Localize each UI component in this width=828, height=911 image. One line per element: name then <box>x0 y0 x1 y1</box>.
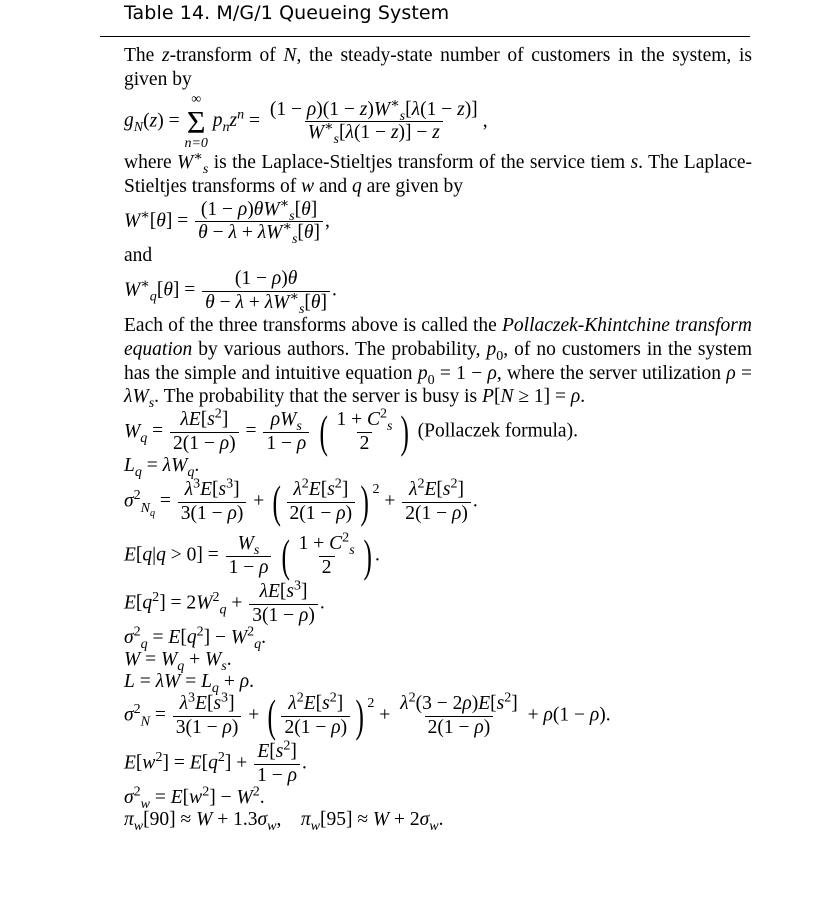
table-title: Table 14. M/G/1 Queueing System <box>124 2 450 24</box>
and-word: and <box>124 245 153 267</box>
equation-Lq: $L_q = \lambda W_q$. <box>124 455 200 481</box>
title-divider <box>100 36 750 37</box>
equation-W: $W = W_q + W_s$. <box>124 649 232 674</box>
pollaczek-note: (Pollaczek formula). <box>417 420 578 442</box>
equation-var-q: $\sigma^2_q = E[q^2] - W^2_q$. <box>124 623 266 652</box>
equation-Wq: $W_q$ = $\frac{\lambda E[s^2]}{2(1 - \rho)}$ = $\frac{\rho W_s}{1 - \rho}$ ( $\frac{1 + C^2_s}{2}$ ) (Pollaczek formula). <box>124 405 578 458</box>
equation-percentiles: $\pi_w[90] \approx W + 1.3\sigma_w$, $\pi_w[95] \approx W + 2\sigma_w$. <box>124 808 444 834</box>
equation-Ew2: $E[w^2] = E[q^2]$ + $\frac{E[s^2]}{1 - \rho}$ . <box>124 737 307 786</box>
equation-var-Nq: $\sigma^2_{N_q}$ = $\frac{\lambda^3E[s^3]}{3(1 - \rho)}$ + ( $\frac{\lambda^2E[s^2]}{2(1 - \rho)}$ ) $^2$ + $\frac{\lambda^2E[s^2]}{2(1 - \rho)}$ . <box>124 475 478 528</box>
equation-Eq-conditional: E[q|q > 0] = $\frac{W_s}{1 - \rho}$ ( $\frac{1 + C^2_s}{2}$ ) . <box>124 529 380 582</box>
equation-W-star: W∗[θ] = $\frac{(1 - \rho)\theta W^∗_s[\theta]}{\theta - \lambda + \lambda W^∗_s[\theta]}$ , <box>124 195 330 247</box>
sum-symbol: ∞ Σ n=0 <box>184 91 208 151</box>
pollaczek-khintchine-paragraph: Each of the three transforms above is called the Pollaczek-Khintchine transform equation by various authors. The probability, $p_0$, of no customers in the system has the simple and intuitive equation $p_0 = 1 - \rho$, where the server utilization $\rho = \lambda W_s$. The probability that the server is busy is P[N ≥ 1] = ρ. <box>124 315 752 412</box>
equation-var-N: $\sigma^2_N$ = $\frac{\lambda^3E[s^3]}{3(1 - \rho)}$ + ( $\frac{\lambda^2E[s^2]}{2(1 - \rho)}$ ) $^2$ + $\frac{\lambda^2(3 - 2\rho)E[s^2]}{2(1 - \rho)}$ + ρ(1 − ρ). <box>124 689 611 742</box>
equation-var-w: $\sigma^2_w = E[w^2] - W^2$. <box>124 783 265 812</box>
equation-gN: $g_N(z)$ = ∞ Σ n=0 $p_nz^n$ = $\frac{(1 - \rho)(1 - z)W^∗_s[\lambda(1 - z)]}{W^∗_s[\lambda(1 - z)] - z}$ , <box>124 91 488 151</box>
document-body <box>124 44 752 834</box>
laplace-paragraph: where $W^∗_s$ is the Laplace-Stieltjes transform of the service tiem s. The Laplace-Stieltjes transforms of w and q are given by <box>124 148 752 197</box>
equation-Wq-star: $W^∗_q[\theta]$ = $\frac{(1 - \rho)\theta}{\theta - \lambda + \lambda W^∗_s[\theta]}$ . <box>124 268 337 317</box>
equation-L: $L = \lambda W = L_q + \rho$. <box>124 671 254 696</box>
equation-Eq2: $E[q^2] = 2W^2_q$ + $\frac{\lambda E[s^3]}{3(1 - \rho)}$ . <box>124 577 325 626</box>
intro-paragraph: The z-transform of N, the steady-state number of customers in the system, is given by <box>124 45 752 90</box>
